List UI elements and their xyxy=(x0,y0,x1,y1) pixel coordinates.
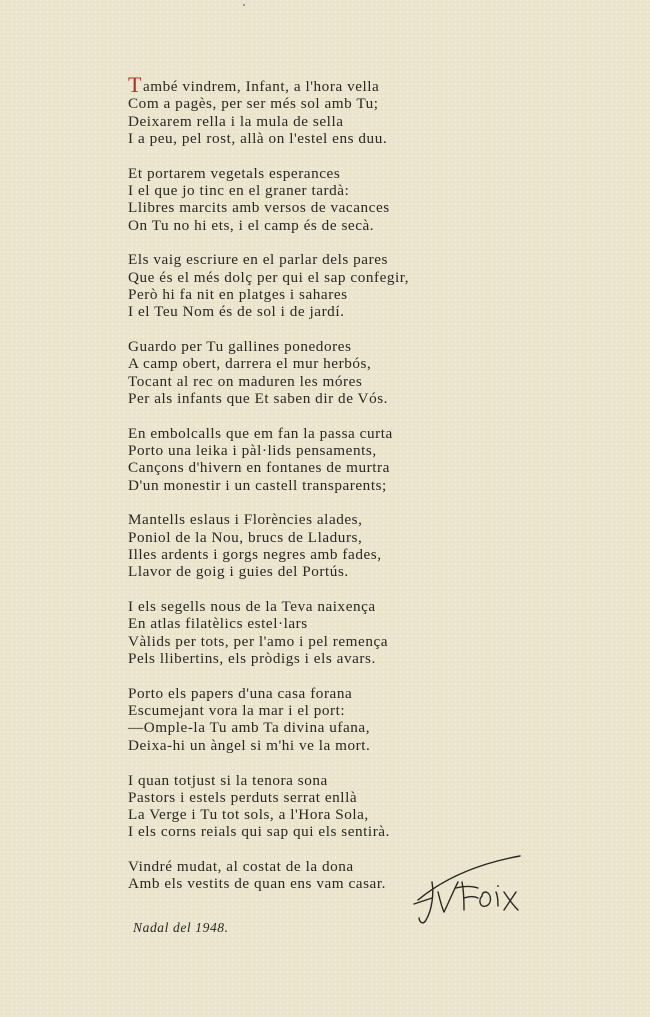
stanza xyxy=(128,165,488,234)
poem-line: Mantells eslaus i Florències alades, xyxy=(128,511,363,529)
stanza xyxy=(128,685,488,754)
poem-line: I els corns reials qui sap qui els sentirà. xyxy=(128,823,390,841)
poem-body xyxy=(128,72,488,910)
poem-line: Illes ardents i gorgs negres amb fades, xyxy=(128,546,382,564)
poem-line xyxy=(128,72,488,97)
poem-line: Vindré mudat, al costat de la dona xyxy=(128,858,354,876)
poem-line: La Verge i Tu tot sols, a l'Hora Sola, xyxy=(128,806,369,824)
date-line: Nadal del 1948. xyxy=(133,920,229,935)
poem-line: Tocant al rec on maduren les móres xyxy=(128,372,363,390)
poem-line: —Omple-la Tu amb Ta divina ufana, xyxy=(128,719,371,737)
stanza xyxy=(128,772,488,841)
poem-line: Cançons d'hivern en fontanes de murtra xyxy=(128,459,390,477)
poem-line: I el que jo tinc en el graner tardà: xyxy=(128,181,350,199)
poem-line: Poniol de la Nou, brucs de Lladurs, xyxy=(128,528,363,546)
poem-line: Amb els vestits de quan ens vam casar. xyxy=(128,875,386,893)
stanza xyxy=(128,338,488,407)
poem-line: Llavor de goig i guies del Portús. xyxy=(128,563,349,581)
poem-line: Pels llibertins, els pròdigs i els avars. xyxy=(128,650,376,668)
poem-line: Deixa-hi un àngel si m'hi ve la mort. xyxy=(128,736,371,754)
stanza xyxy=(128,425,488,494)
poem-line: Per als infants que Et saben dir de Vós. xyxy=(128,389,389,407)
poem-line: Porto una leika i pàl·lids pensaments, xyxy=(128,442,377,460)
poem-line: Et portarem vegetals esperances xyxy=(128,164,341,182)
poem-line: Els vaig escriure en el parlar dels pares xyxy=(128,251,388,269)
initial-capital: T xyxy=(128,72,142,97)
poem-line: A camp obert, darrera el mur herbós, xyxy=(128,355,372,373)
poem-line: Que és el més dolç per qui el sap confegir, xyxy=(128,268,410,286)
poem-line: Porto els papers d'una casa forana xyxy=(128,684,353,702)
poem-line: Però hi fa nit en platges i sahares xyxy=(128,285,348,303)
poem-line: Deixarem rella i la mula de sella xyxy=(128,112,344,130)
poem-line: En embolcalls que em fan la passa curta xyxy=(128,424,393,442)
stanza xyxy=(128,598,488,667)
poem-line: Pastors i estels perduts serrat enllà xyxy=(128,788,358,806)
poem-line: Guardo per Tu gallines ponedores xyxy=(128,338,352,356)
poem-line: Escumejant vora la mar i el port: xyxy=(128,702,346,720)
paper-speck xyxy=(243,4,245,6)
stanza xyxy=(128,251,488,320)
poem-line: On Tu no hi ets, i el camp és de secà. xyxy=(128,216,375,234)
poem-line: Vàlids per tots, per l'amo i pel remença xyxy=(128,632,389,650)
poem-line: En atlas filatèlics estel·lars xyxy=(128,615,308,633)
poem-line: I quan totjust si la tenora sona xyxy=(128,771,328,789)
handwritten-signature xyxy=(412,852,524,932)
poem-line: Com a pagès, per ser més sol amb Tu; xyxy=(128,95,379,113)
poem-line-text: ambé vindrem, Infant, a l'hora vella xyxy=(143,78,380,95)
stanza xyxy=(128,511,488,580)
poem-line: I els segells nous de la Teva naixença xyxy=(128,598,376,616)
poem-line: I a peu, pel rost, allà on l'estel ens duu. xyxy=(128,129,388,147)
poem-line: Llibres marcits amb versos de vacances xyxy=(128,199,390,217)
poem-line: D'un monestir i un castell transparents; xyxy=(128,476,387,494)
poem-line: I el Teu Nom és de sol i de jardí. xyxy=(128,303,345,321)
stanza xyxy=(128,72,488,147)
